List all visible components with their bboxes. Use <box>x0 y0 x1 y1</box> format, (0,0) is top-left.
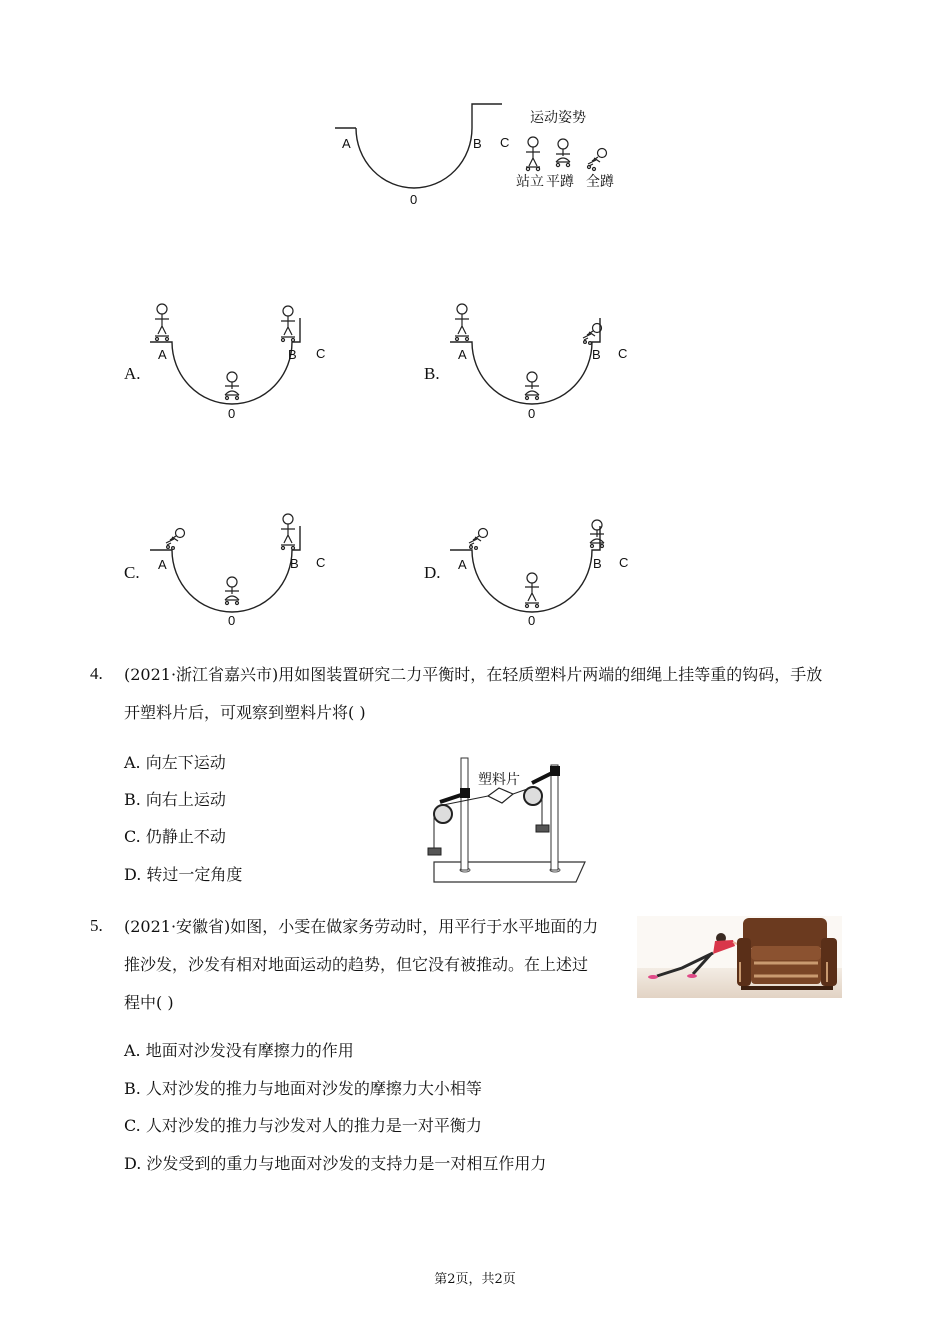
q4-choice-a[interactable]: A. 向左下运动 <box>124 753 226 772</box>
label-c: C <box>619 555 629 570</box>
label-a: A <box>458 557 467 572</box>
q4-choice-d[interactable]: D. 转过一定角度 <box>124 865 243 884</box>
legend-title: 运动姿势 <box>530 110 586 126</box>
half-squat-figure-icon <box>525 372 539 400</box>
q3-option-c-letter[interactable]: C. <box>124 563 140 582</box>
balance-apparatus-figure <box>420 750 590 890</box>
q5-choice-d[interactable]: D. 沙发受到的重力与地面对沙发的支持力是一对相互作用力 <box>124 1154 547 1173</box>
full-squat-figure-icon <box>166 529 185 550</box>
q5-choice-a[interactable]: A. 地面对沙发没有摩擦力的作用 <box>124 1041 354 1060</box>
figure-label-plastic-card: 塑料片 <box>478 772 520 788</box>
q5-question-text <box>124 908 624 1022</box>
q3-option-a-diagram[interactable] <box>150 300 340 425</box>
standing-figure-icon <box>526 137 540 171</box>
label-o: 0 <box>228 406 236 421</box>
q5-text-line2: 推沙发，沙发有相对地面运动的趋势，但它没有被推动。在上述过 <box>124 955 589 974</box>
q5-choice-c[interactable]: C. 人对沙发的推力与沙发对人的推力是一对平衡力 <box>124 1116 482 1135</box>
q3-option-d-letter[interactable]: D. <box>424 563 441 582</box>
q3-option-a-letter[interactable]: A. <box>124 364 141 383</box>
half-squat-figure-icon <box>225 577 239 605</box>
q4-text-line1: (2021·浙江省嘉兴市)用如图装置研究二力平衡时，在轻质塑料片两端的细绳上挂等重的钩码，手放 <box>124 665 823 684</box>
motion-diagram <box>330 100 630 215</box>
full-squat-figure-icon <box>469 529 488 550</box>
q4-choice-c[interactable]: C. 仍静止不动 <box>124 827 226 846</box>
q3-option-d-diagram[interactable] <box>450 508 640 633</box>
q4-number: 4. <box>90 664 103 683</box>
label-a: A <box>158 347 167 362</box>
legend-item-half-squat: 平蹲 <box>546 174 574 190</box>
legend-item-full-squat: 全蹲 <box>586 174 614 190</box>
q4-question-text <box>124 656 864 732</box>
label-b: B <box>473 136 482 151</box>
full-squat-figure-icon <box>583 324 602 345</box>
q4-text-line2: 开塑料片后，可观察到塑料片将( ) <box>124 703 366 722</box>
label-a: A <box>158 557 167 572</box>
label-b: B <box>592 347 601 362</box>
sofa-push-photo <box>637 916 842 998</box>
q3-option-c-diagram[interactable] <box>150 508 340 633</box>
q4-choice-b[interactable]: B. 向右上运动 <box>124 790 226 809</box>
label-o: 0 <box>528 406 536 421</box>
half-squat-figure-icon <box>590 520 604 548</box>
q5-number: 5. <box>90 916 103 935</box>
label-b: B <box>288 347 297 362</box>
label-c: C <box>316 346 326 361</box>
label-c: C <box>316 555 326 570</box>
standing-figure-icon <box>281 306 295 342</box>
half-squat-figure-icon <box>556 139 570 167</box>
q5-text-line1: (2021·安徽省)如图，小雯在做家务劳动时，用平行于水平地面的力 <box>124 917 599 936</box>
sofa-icon <box>737 918 837 990</box>
q3-option-b-diagram[interactable] <box>450 300 640 425</box>
label-b: B <box>593 556 602 571</box>
label-c: C <box>500 135 510 150</box>
q3-option-b-letter[interactable]: B. <box>424 364 440 383</box>
full-squat-figure-icon <box>588 149 607 171</box>
label-b: B <box>290 556 299 571</box>
label-o: 0 <box>228 613 236 628</box>
label-c: C <box>618 346 628 361</box>
standing-figure-icon <box>155 304 169 341</box>
standing-figure-icon <box>455 304 469 341</box>
label-a: A <box>342 136 351 151</box>
legend-item-stand: 站立 <box>516 174 544 190</box>
label-a: A <box>458 347 467 362</box>
standing-figure-icon <box>281 514 295 550</box>
half-squat-figure-icon <box>225 372 239 400</box>
label-o: 0 <box>528 613 536 628</box>
label-o: 0 <box>410 192 418 207</box>
q5-text-line3: 程中( ) <box>124 993 174 1012</box>
q5-choice-b[interactable]: B. 人对沙发的推力与地面对沙发的摩擦力大小相等 <box>124 1079 482 1098</box>
page-footer: 第2页，共2页 <box>434 1272 516 1287</box>
standing-figure-icon <box>525 573 539 608</box>
